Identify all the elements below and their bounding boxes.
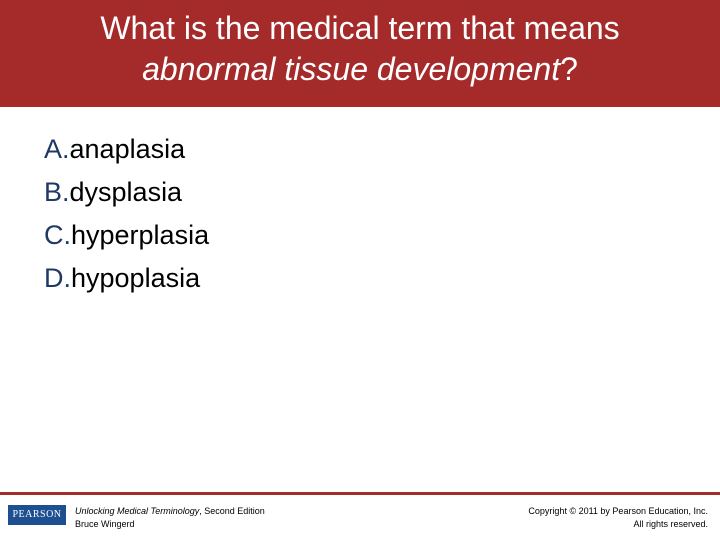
option-d-letter: D.	[44, 263, 71, 293]
title-bar	[0, 0, 720, 107]
title-emphasis: abnormal tissue development	[142, 51, 561, 87]
book-title-line	[75, 505, 265, 518]
book-edition: , Second Edition	[199, 506, 265, 516]
page-title-line-1: What is the medical term that means	[100, 10, 620, 46]
option-c	[44, 214, 209, 257]
option-d-text: hypoplasia	[71, 263, 201, 293]
title-question-mark: ?	[560, 51, 578, 87]
option-b	[44, 171, 209, 214]
page-title-line-2	[0, 49, 720, 90]
option-c-letter: C.	[44, 220, 71, 250]
option-d	[44, 257, 209, 300]
option-b-letter: B.	[44, 177, 70, 207]
book-title: Unlocking Medical Terminology	[75, 506, 200, 516]
option-b-text: dysplasia	[69, 177, 183, 207]
option-a	[44, 128, 209, 171]
copyright-line-2: All rights reserved.	[633, 519, 708, 529]
copyright-notice	[528, 505, 708, 531]
pearson-logo: PEARSON	[8, 505, 66, 525]
option-c-text: hyperplasia	[71, 220, 210, 250]
option-a-text: anaplasia	[69, 134, 186, 164]
copyright-line-1: Copyright © 2011 by Pearson Education, Inc.	[528, 506, 708, 516]
footer-divider	[0, 492, 720, 495]
option-a-letter: A.	[44, 134, 70, 164]
book-author: Bruce Wingerd	[75, 519, 135, 529]
book-credit	[75, 505, 265, 531]
answer-options-list	[44, 128, 209, 300]
